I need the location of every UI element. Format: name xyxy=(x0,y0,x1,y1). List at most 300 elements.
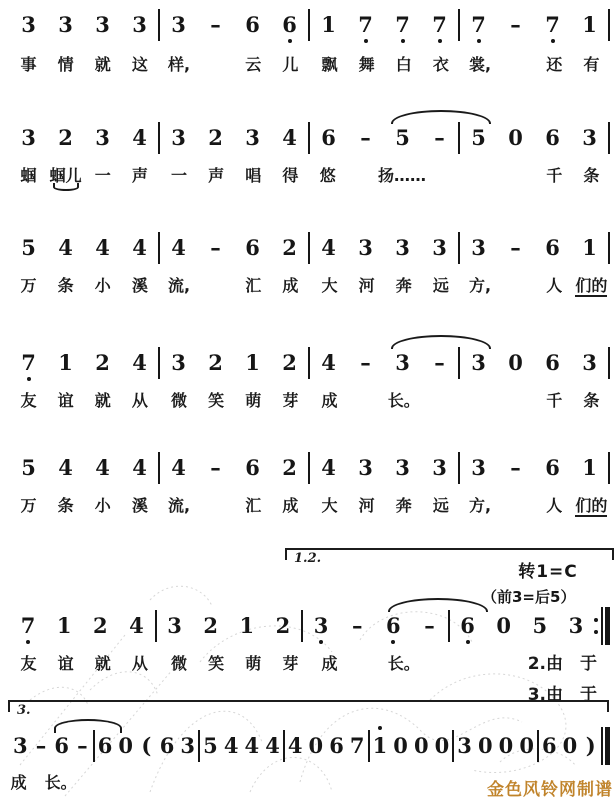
note: 6 xyxy=(386,613,401,638)
note-slot xyxy=(72,734,93,758)
lyrics-row xyxy=(10,651,610,673)
lyric-slot xyxy=(121,273,158,296)
lyric: 芽 xyxy=(282,390,299,410)
note: 4 xyxy=(58,235,73,260)
note-slot xyxy=(221,734,242,758)
lyric-slot xyxy=(422,52,459,75)
lyric-measure xyxy=(311,52,460,75)
note: 5 xyxy=(21,235,36,260)
note-slot xyxy=(121,13,158,37)
note: 1 xyxy=(582,235,597,260)
lyric: 萌 xyxy=(245,390,262,410)
note: 2 xyxy=(58,125,73,150)
octave-dot xyxy=(391,640,395,644)
lyric-slot xyxy=(573,52,610,75)
note-slot xyxy=(47,236,84,260)
note-slot xyxy=(571,236,608,260)
note: – xyxy=(360,125,371,150)
lyric-measure xyxy=(10,493,159,516)
note-slot xyxy=(460,13,497,37)
lyric-slot xyxy=(536,163,573,186)
note: 4 xyxy=(132,125,147,150)
lyric-slot xyxy=(121,493,158,516)
note-slot xyxy=(10,734,31,758)
note-slot xyxy=(347,236,384,260)
lyric-measure xyxy=(161,52,310,75)
lyric-measure xyxy=(462,493,611,516)
lyric-slot xyxy=(536,388,573,411)
lyric: 就 xyxy=(94,390,111,410)
lyric-measure xyxy=(10,388,159,411)
lyric-slot xyxy=(161,52,198,75)
note-slot xyxy=(10,13,47,37)
lyric-measure xyxy=(462,273,611,296)
note: 0 xyxy=(393,733,408,758)
music-line xyxy=(10,125,610,197)
repeat-barline xyxy=(594,607,610,645)
lyric-measure xyxy=(161,388,310,411)
note: 6 xyxy=(245,12,260,37)
lyric-slot xyxy=(10,388,47,411)
lyric-measure xyxy=(462,388,611,411)
lyric-slot xyxy=(161,163,198,186)
note: 5 xyxy=(21,455,36,480)
note-slot xyxy=(121,351,158,375)
note-slot xyxy=(306,734,327,758)
measure xyxy=(285,734,368,758)
lyric-slot xyxy=(573,493,610,516)
lyric: 奔 xyxy=(395,275,412,295)
note: 2 xyxy=(282,235,297,260)
lyric-slot xyxy=(348,651,385,674)
lyric-slot xyxy=(198,493,235,516)
note: 4 xyxy=(95,455,110,480)
lyric-slot xyxy=(499,163,536,186)
note-slot xyxy=(522,614,558,638)
note-slot xyxy=(347,13,384,37)
lyric: 笑 xyxy=(208,390,225,410)
lyric: 唱 xyxy=(245,165,262,185)
barline xyxy=(608,347,610,379)
lyric-slot xyxy=(27,770,44,793)
lyric: 长。 xyxy=(387,390,420,410)
note-slot xyxy=(271,126,308,150)
note: 1 xyxy=(582,455,597,480)
thin-bar xyxy=(601,607,603,645)
lyric-slot xyxy=(47,651,84,674)
note-slot xyxy=(95,734,116,758)
note: 0 xyxy=(508,125,523,150)
note-slot xyxy=(197,126,234,150)
lyric-slot xyxy=(536,273,573,296)
lyric-slot xyxy=(348,388,385,411)
note-slot xyxy=(384,456,421,480)
note-slot xyxy=(460,351,497,375)
lyric: 微 xyxy=(171,390,188,410)
lyric: 大 xyxy=(321,275,338,295)
lyric: 悠 xyxy=(319,165,336,185)
note-slot xyxy=(234,456,271,480)
lyrics-row xyxy=(10,493,610,515)
note: 3 xyxy=(457,733,472,758)
note-slot xyxy=(580,734,601,758)
lyric: 河 xyxy=(358,495,375,515)
note: 0 xyxy=(508,350,523,375)
lyric-measure xyxy=(462,163,611,186)
note: 7 xyxy=(545,12,560,37)
lyric-slot xyxy=(121,651,158,674)
note-slot xyxy=(84,456,121,480)
note-slot xyxy=(370,734,391,758)
note-slot xyxy=(271,236,308,260)
note-slot xyxy=(157,614,193,638)
note-slot xyxy=(310,351,347,375)
lyric: 远 xyxy=(432,495,449,515)
notes-row xyxy=(10,12,610,38)
lyric-measure xyxy=(462,52,611,75)
measure xyxy=(160,456,308,480)
measure xyxy=(310,236,458,260)
lyric: 微 xyxy=(171,653,188,673)
lyric: 还 xyxy=(546,54,563,74)
measure xyxy=(200,734,283,758)
note-slot xyxy=(46,614,82,638)
note-slot xyxy=(497,236,534,260)
note-slot xyxy=(136,734,157,758)
credit: 金色风铃网制谱 xyxy=(487,780,613,798)
lyric-slot xyxy=(235,52,272,75)
lyric: 河 xyxy=(358,275,375,295)
note: 7 xyxy=(471,12,486,37)
note-slot xyxy=(475,734,496,758)
lyric-slot xyxy=(462,52,499,75)
lyric-slot xyxy=(462,493,499,516)
lyric: 万 xyxy=(20,275,37,295)
lyric: 这 xyxy=(131,54,148,74)
note-slot xyxy=(84,236,121,260)
note-slot xyxy=(571,13,608,37)
lyric-slot xyxy=(84,163,121,186)
note: 5 xyxy=(203,733,218,758)
note-slot xyxy=(347,734,368,758)
lyric-slot xyxy=(121,388,158,411)
note-slot xyxy=(384,351,421,375)
lyric-slot xyxy=(10,163,47,186)
note-slot xyxy=(497,456,534,480)
lyric: 舞 xyxy=(358,54,375,74)
note-slot xyxy=(539,734,560,758)
note-slot xyxy=(271,13,308,37)
note-slot xyxy=(310,13,347,37)
thin-bar xyxy=(601,727,603,765)
lyric: 情 xyxy=(57,54,74,74)
note-slot xyxy=(10,236,47,260)
notes-row xyxy=(10,350,610,376)
note: 3 xyxy=(58,12,73,37)
lyric: 条 xyxy=(57,495,74,515)
notes-row xyxy=(10,455,610,481)
note: – xyxy=(434,125,445,150)
note-slot xyxy=(534,351,571,375)
lyric-slot xyxy=(235,163,272,186)
lyric-slot xyxy=(426,163,460,186)
note: 7 xyxy=(20,613,36,638)
lyric: 芽 xyxy=(282,653,299,673)
note: 2 xyxy=(208,350,223,375)
lyric-slot xyxy=(161,273,198,296)
lyric-slot xyxy=(499,273,536,296)
note: 4 xyxy=(171,455,186,480)
volta-bracket-3 xyxy=(8,700,609,718)
note-slot xyxy=(339,614,375,638)
music-line xyxy=(10,350,610,422)
lyric-slot xyxy=(272,163,309,186)
note-slot xyxy=(197,351,234,375)
note: 0 xyxy=(118,733,134,758)
lyric: 有 xyxy=(583,54,600,74)
note: – xyxy=(510,455,521,480)
lyric-slot xyxy=(84,273,121,296)
note-slot xyxy=(421,13,458,37)
octave-dot xyxy=(466,640,470,644)
lyric-slot xyxy=(422,273,459,296)
note: 3 xyxy=(171,125,186,150)
lyric-slot xyxy=(536,493,573,516)
thick-bar xyxy=(605,727,610,765)
note-slot xyxy=(121,236,158,260)
lyric: 汇 xyxy=(245,275,262,295)
lyric-slot xyxy=(311,493,348,516)
final-barline xyxy=(601,727,610,765)
note-slot xyxy=(421,456,458,480)
note-slot xyxy=(558,614,594,638)
note: 3 xyxy=(95,125,110,150)
lyric-slot xyxy=(198,651,235,674)
thick-bar xyxy=(605,607,610,645)
note: 6 xyxy=(545,350,560,375)
note: 6 xyxy=(159,733,175,758)
note-slot xyxy=(347,126,384,150)
lyric-slot xyxy=(45,770,77,793)
note: 5 xyxy=(395,125,410,150)
note-slot xyxy=(229,614,265,638)
volta-label: 3. xyxy=(17,703,31,718)
lyric: 万 xyxy=(20,495,37,515)
measure xyxy=(10,236,158,260)
lyric: 千 xyxy=(546,390,563,410)
note-slot xyxy=(193,614,229,638)
lyric: 溪 xyxy=(131,495,148,515)
repeat-dot xyxy=(594,630,598,634)
measure xyxy=(95,734,198,758)
lyric-measure xyxy=(161,273,310,296)
lyric-slot xyxy=(84,52,121,75)
lyric-slur xyxy=(53,183,79,191)
note: 3 xyxy=(471,455,486,480)
note-slot xyxy=(160,126,197,150)
note-slot xyxy=(310,126,347,150)
lyric-slot xyxy=(198,388,235,411)
lyric: 就 xyxy=(94,54,111,74)
lyric-slot xyxy=(161,388,198,411)
note: 4 xyxy=(171,235,186,260)
note-slot xyxy=(160,13,197,37)
note-slot xyxy=(310,456,347,480)
note: – xyxy=(210,235,221,260)
lyric: 云 xyxy=(245,54,262,74)
note: 4 xyxy=(223,733,239,758)
measure xyxy=(460,13,608,37)
note: 4 xyxy=(244,733,260,758)
measure xyxy=(460,236,608,260)
note: 3 xyxy=(432,455,447,480)
barline xyxy=(608,452,610,484)
lyric-slot xyxy=(161,493,198,516)
note: 3 xyxy=(95,12,110,37)
note: 3 xyxy=(582,125,597,150)
note: – xyxy=(351,613,363,638)
music-line xyxy=(10,455,610,527)
note-slot xyxy=(384,126,421,150)
lyric: 条 xyxy=(583,390,600,410)
measure xyxy=(10,456,158,480)
note-slot xyxy=(460,456,497,480)
lyric: 飘 xyxy=(321,54,338,74)
note: 4 xyxy=(265,733,280,758)
note: 2 xyxy=(282,455,297,480)
lyric: 条 xyxy=(57,275,74,295)
lyric: 成 xyxy=(321,390,338,410)
lyric-slot xyxy=(121,163,158,186)
lyric: 大 xyxy=(321,495,338,515)
note: – xyxy=(210,12,221,37)
lyric-measure xyxy=(10,770,94,793)
note-slot xyxy=(121,456,158,480)
lyric-slot xyxy=(47,163,84,186)
octave-dot xyxy=(27,377,31,381)
lyric-slot xyxy=(462,273,499,296)
notes-row xyxy=(10,125,610,151)
note: 4 xyxy=(58,455,73,480)
note-slot xyxy=(271,351,308,375)
measure xyxy=(157,614,302,638)
lyric: 笑 xyxy=(208,653,225,673)
lyric: 一 xyxy=(171,165,188,185)
note-slot xyxy=(384,13,421,37)
note-slot xyxy=(118,614,154,638)
measure xyxy=(460,126,608,150)
lyric: 汇 xyxy=(245,495,262,515)
lyric: 声 xyxy=(131,165,148,185)
lyric-slot xyxy=(422,388,459,411)
lyric: 从 xyxy=(131,653,148,673)
note: 1 xyxy=(56,613,72,638)
note: 3 xyxy=(13,733,28,758)
lyric: 蝈儿 xyxy=(49,165,82,185)
note: 2 xyxy=(95,350,110,375)
note: 4 xyxy=(321,235,336,260)
lyric: 扬…… xyxy=(378,165,427,185)
lyric-slot xyxy=(573,273,610,296)
lyrics-row xyxy=(10,52,610,74)
note: 3 xyxy=(582,350,597,375)
note: 6 xyxy=(545,455,560,480)
measure xyxy=(10,351,158,375)
note: 3 xyxy=(432,235,447,260)
note: 5 xyxy=(471,125,486,150)
lyric-slot xyxy=(348,493,385,516)
modulation-note: （前3=后5） xyxy=(482,588,576,606)
note-slot xyxy=(10,614,46,638)
measure xyxy=(10,13,158,37)
lyric-measure xyxy=(311,651,460,674)
note: 6 xyxy=(54,733,70,758)
note-slot xyxy=(534,236,571,260)
note-slot xyxy=(497,13,534,37)
measure xyxy=(370,734,453,758)
lyric-slot xyxy=(573,388,610,411)
note-slot xyxy=(411,614,447,638)
note-slot xyxy=(10,126,47,150)
note: 1 xyxy=(372,733,388,758)
note-slot xyxy=(197,456,234,480)
note: 1 xyxy=(239,613,255,638)
lyric: 裳, xyxy=(469,54,492,74)
note-slot xyxy=(460,126,497,150)
measure xyxy=(310,456,458,480)
note: 2 xyxy=(93,613,108,638)
note-slot xyxy=(303,614,339,638)
lyric: 方, xyxy=(469,495,492,515)
note: 1 xyxy=(582,12,597,37)
note: – xyxy=(434,350,445,375)
note: 3 xyxy=(395,455,410,480)
lyric-measure xyxy=(10,163,159,186)
note-slot xyxy=(47,13,84,37)
note-slot xyxy=(454,734,475,758)
note: – xyxy=(360,350,371,375)
note: 6 xyxy=(321,125,336,150)
lyric-slot xyxy=(235,651,272,674)
measure xyxy=(160,351,308,375)
note: 0 xyxy=(496,613,511,638)
lyric-measure xyxy=(311,163,460,186)
note: 3 xyxy=(395,350,410,375)
lyric-slot xyxy=(385,651,422,674)
note: 4 xyxy=(132,455,147,480)
verse-label-2: 2.由 于 xyxy=(527,654,597,674)
note-slot xyxy=(460,236,497,260)
measure xyxy=(310,126,458,150)
measure xyxy=(460,351,608,375)
lyric: 友 xyxy=(20,653,37,673)
note: 0 xyxy=(498,733,514,758)
measure xyxy=(310,13,458,37)
note: 6 xyxy=(545,235,560,260)
note: 3 xyxy=(132,12,147,37)
octave-dot xyxy=(551,39,555,43)
barline xyxy=(608,122,610,154)
lyric: 条 xyxy=(583,165,600,185)
lyric-slot xyxy=(385,52,422,75)
note: ) xyxy=(585,733,596,758)
note: 3 xyxy=(21,12,36,37)
note-slot xyxy=(375,614,411,638)
measure xyxy=(310,351,458,375)
lyric-slot xyxy=(235,493,272,516)
lyric: 溪 xyxy=(131,275,148,295)
lyric: 成 xyxy=(321,653,338,673)
